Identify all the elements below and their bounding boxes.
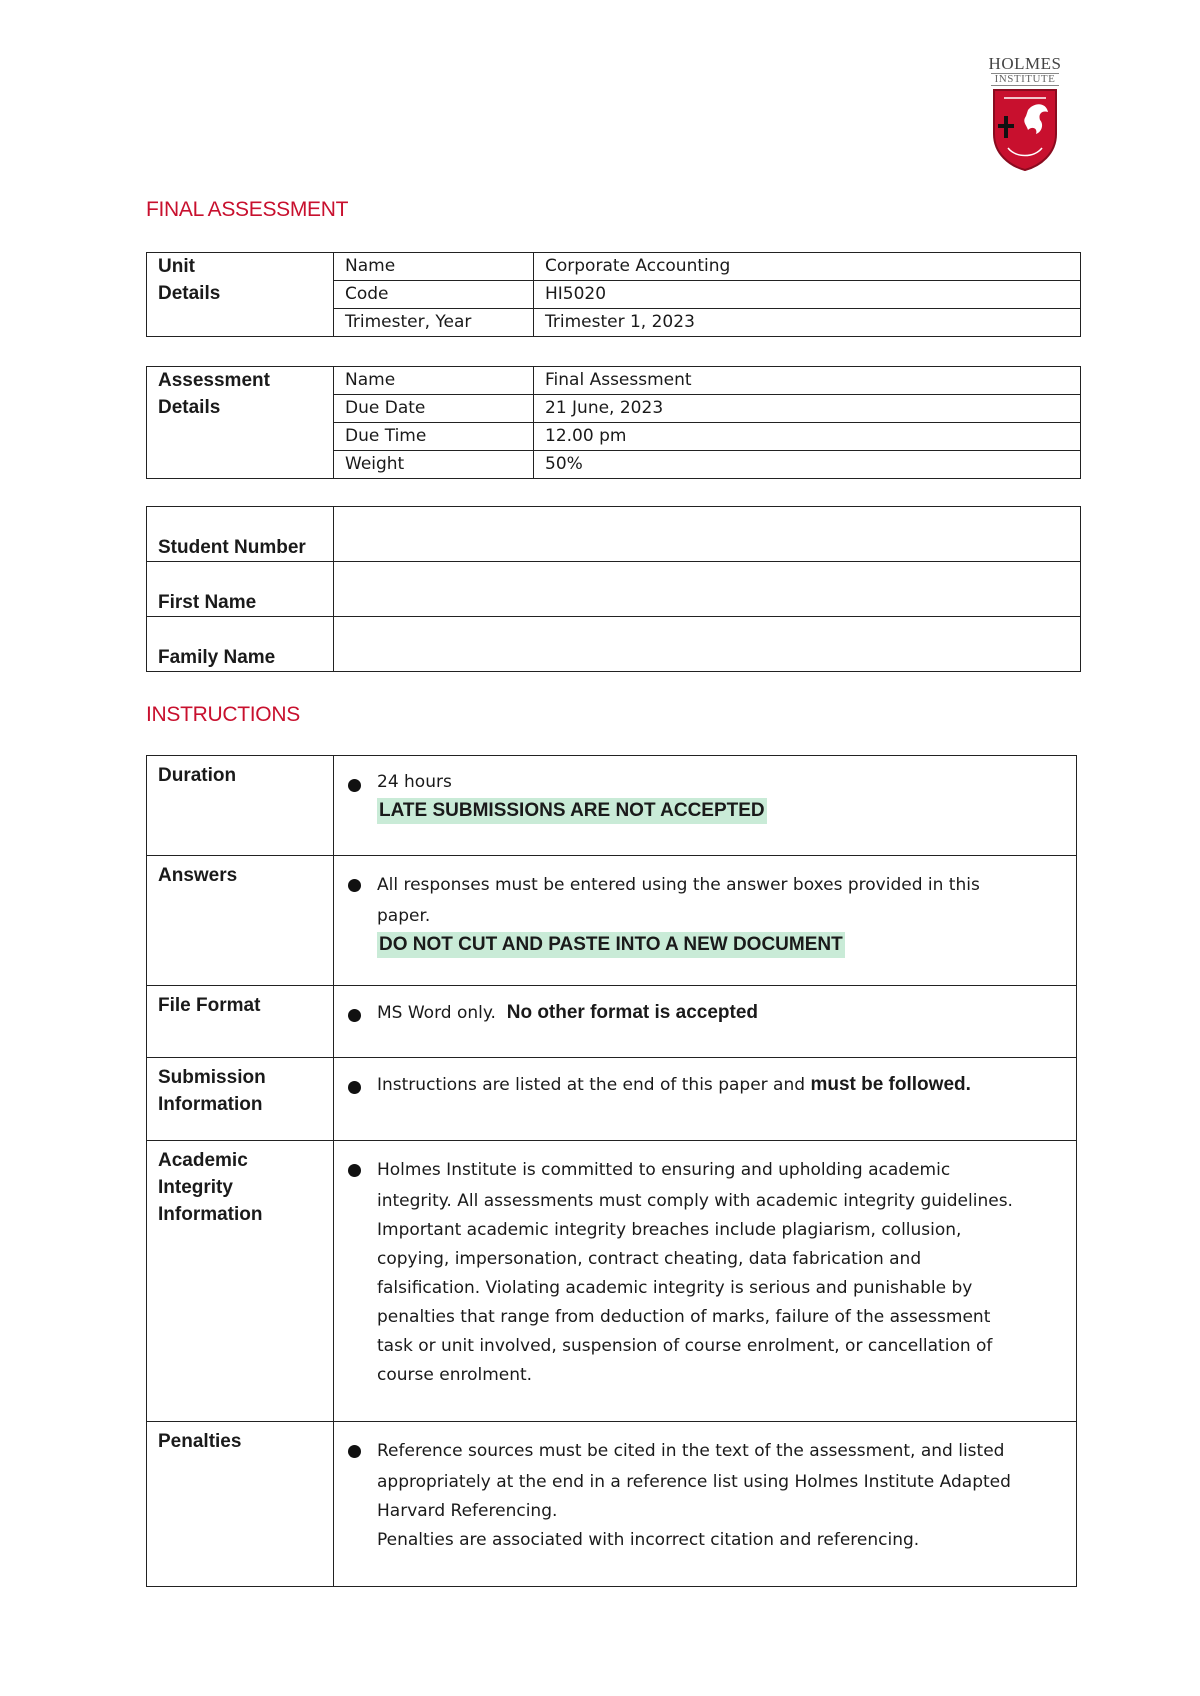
academic-label-line1: Academic — [158, 1150, 248, 1171]
student-number-label: Student Number — [147, 507, 334, 562]
answers-content — [334, 856, 1077, 986]
first-name-field[interactable] — [334, 562, 1081, 617]
assessment-details-label — [147, 367, 334, 479]
submission-content — [334, 1058, 1077, 1141]
duration-text: 24 hours — [377, 772, 452, 792]
academic-line: Holmes Institute is committed to ensuring and upholding academic — [377, 1160, 951, 1180]
table-row — [147, 756, 1077, 856]
academic-line: Important academic integrity breaches include plagiarism, collusion, — [377, 1220, 962, 1240]
first-name-label: First Name — [147, 562, 334, 617]
page-title: FINAL ASSESSMENT — [146, 198, 349, 221]
table-row — [147, 1058, 1077, 1141]
unit-name-key: Name — [334, 253, 534, 281]
unit-details-table — [146, 252, 1081, 337]
academic-line: copying, impersonation, contract cheating, data fabrication and — [377, 1249, 922, 1269]
table-row — [147, 986, 1077, 1058]
logo-name: HOLMES — [988, 54, 1062, 73]
bullet-icon — [348, 1445, 361, 1458]
submission-label — [147, 1058, 334, 1141]
penalties-line: appropriately at the end in a reference list using Holmes Institute Adapted — [377, 1472, 1011, 1492]
weight-key: Weight — [334, 451, 534, 479]
bullet-icon — [348, 1009, 361, 1022]
bullet-icon — [348, 1164, 361, 1177]
table-row — [147, 507, 1081, 562]
answers-label: Answers — [147, 856, 334, 986]
due-date-key: Due Date — [334, 395, 534, 423]
due-time-key: Due Time — [334, 423, 534, 451]
logo-subtitle: INSTITUTE — [991, 73, 1059, 86]
weight-value: 50% — [534, 451, 1081, 479]
list-item — [348, 1428, 1056, 1555]
unit-label-line2: Details — [158, 283, 221, 304]
table-row — [147, 1141, 1077, 1422]
family-name-label: Family Name — [147, 617, 334, 672]
academic-label-line3: Information — [158, 1204, 263, 1225]
instructions-title: INSTRUCTIONS — [146, 703, 300, 726]
unit-trimester-key: Trimester, Year — [334, 309, 534, 337]
assessment-label-line1: Assessment — [158, 370, 270, 391]
holmes-institute-logo — [985, 55, 1065, 172]
table-row — [147, 617, 1081, 672]
list-item — [348, 862, 1056, 960]
penalties-content — [334, 1422, 1077, 1587]
unit-details-label — [147, 253, 334, 337]
due-date-value: 21 June, 2023 — [534, 395, 1081, 423]
academic-line: course enrolment. — [377, 1365, 533, 1385]
duration-label: Duration — [147, 756, 334, 856]
file-format-content — [334, 986, 1077, 1058]
unit-code-value: HI5020 — [534, 281, 1081, 309]
late-submission-warning: LATE SUBMISSIONS ARE NOT ACCEPTED — [377, 798, 767, 824]
table-row — [147, 253, 1081, 281]
submission-label-line2: Information — [158, 1094, 263, 1115]
assessment-label-line2: Details — [158, 397, 221, 418]
unit-trimester-value: Trimester 1, 2023 — [534, 309, 1081, 337]
assessment-details-table — [146, 366, 1081, 479]
unit-label-line1: Unit — [158, 256, 195, 277]
file-format-label: File Format — [147, 986, 334, 1058]
crest-icon — [990, 88, 1060, 172]
student-number-field[interactable] — [334, 507, 1081, 562]
file-format-bold: No other format is accepted — [506, 1002, 758, 1023]
duration-content — [334, 756, 1077, 856]
academic-integrity-content — [334, 1141, 1077, 1422]
academic-line: task or unit involved, suspension of course enrolment, or cancellation of — [377, 1336, 993, 1356]
bullet-icon — [348, 1081, 361, 1094]
penalties-label: Penalties — [147, 1422, 334, 1587]
list-item — [348, 1147, 1056, 1390]
due-time-value: 12.00 pm — [534, 423, 1081, 451]
file-format-text: MS Word only. — [377, 1003, 496, 1023]
academic-line: falsification. Violating academic integrity is serious and punishable by — [377, 1278, 973, 1298]
list-item — [348, 992, 1056, 1028]
submission-bold: must be followed. — [810, 1074, 971, 1095]
instructions-table — [146, 755, 1077, 1587]
answers-text-line1: All responses must be entered using the answer boxes provided in this — [377, 875, 980, 895]
penalties-line: Harvard Referencing. — [377, 1501, 558, 1521]
family-name-field[interactable] — [334, 617, 1081, 672]
student-details-table — [146, 506, 1081, 672]
academic-line: integrity. All assessments must comply with academic integrity guidelines. — [377, 1191, 1013, 1211]
submission-text: Instructions are listed at the end of this paper and — [377, 1075, 806, 1095]
penalties-line: Penalties are associated with incorrect citation and referencing. — [377, 1530, 920, 1550]
table-row — [147, 562, 1081, 617]
academic-line: penalties that range from deduction of marks, failure of the assessment — [377, 1307, 991, 1327]
bullet-icon — [348, 779, 361, 792]
unit-name-value: Corporate Accounting — [534, 253, 1081, 281]
assessment-name-value: Final Assessment — [534, 367, 1081, 395]
academic-integrity-label — [147, 1141, 334, 1422]
no-copy-paste-warning: DO NOT CUT AND PASTE INTO A NEW DOCUMENT — [377, 932, 845, 958]
list-item — [348, 762, 1056, 826]
bullet-icon — [348, 879, 361, 892]
list-item — [348, 1064, 1056, 1100]
academic-label-line2: Integrity — [158, 1177, 233, 1198]
unit-code-key: Code — [334, 281, 534, 309]
penalties-line: Reference sources must be cited in the text of the assessment, and listed — [377, 1441, 1005, 1461]
table-row — [147, 856, 1077, 986]
submission-label-line1: Submission — [158, 1067, 266, 1088]
answers-text-line2: paper. — [377, 906, 431, 926]
table-row — [147, 1422, 1077, 1587]
assessment-name-key: Name — [334, 367, 534, 395]
table-row — [147, 367, 1081, 395]
